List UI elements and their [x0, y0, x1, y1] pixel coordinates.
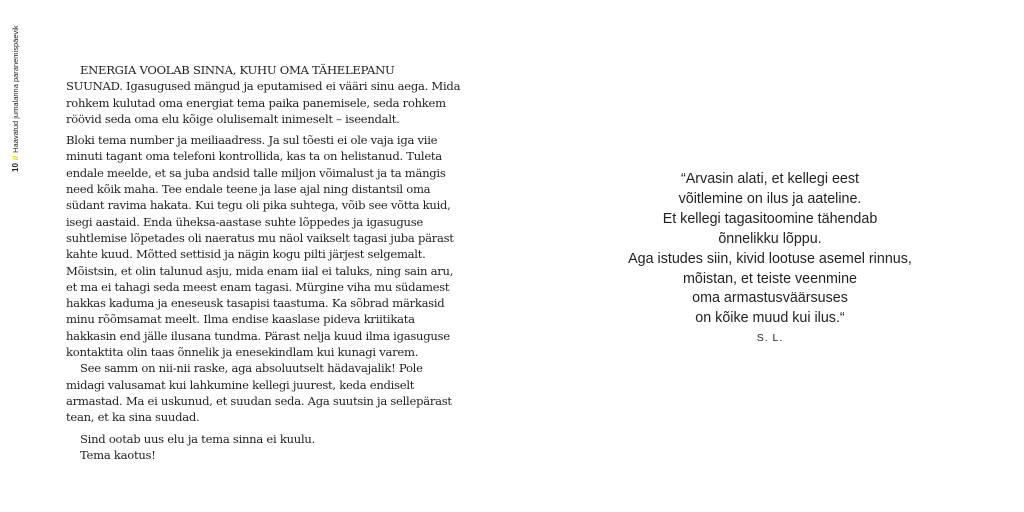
quote-line: õnnelikku lõppu.: [718, 230, 822, 247]
text-line: rohkem kulutad oma energiat tema paika panemisele, seda rohkem: [66, 95, 446, 110]
text-line: Sind ootab uus elu ja tema sinna ei kuulu.: [80, 431, 315, 446]
text-line: need kõik maha. Tee endale teene ja lase ajal ning distantsil oma: [66, 182, 431, 197]
text-line: minuti tagant oma telefoni kontrollida, kas ta on helistanud. Tuleta: [66, 149, 442, 164]
quote-line: võitlemine on ilus ja aateline.: [678, 190, 862, 207]
quote-line: mõistan, et teiste veenmine: [682, 270, 858, 287]
text-line: Mõistsin, et olin talunud asju, mida enam iial ei taluks, ning sain aru,: [66, 263, 454, 278]
text-line: SUUNAD. Igasugused mängud ja eputamised ei vääri sinu aega. Mida: [66, 79, 461, 94]
text-line: suhtlemise lõpetades oli naeratus mu näol vaikselt tagasi juba pärast: [66, 230, 454, 245]
text-line: südant ravima hakata. Kui tegu oli pika suhtega, võib see võtta kuid,: [66, 198, 451, 213]
text-line: röövid seda oma elu kõige olulisemalt inimeselt – iseendalt.: [66, 111, 400, 126]
paragraph-1: [66, 62, 461, 127]
pull-quote: [590, 170, 950, 329]
text-line: et ma ei tahagi seda meest enam tagasi. Mürgine viha mu südamest: [66, 279, 450, 294]
quote-line: Et kellegi tagasitoomine tähendab: [662, 210, 878, 227]
quote-author: S. L.: [756, 332, 784, 344]
quote-line: “Arvasin alati, et kellegi eest: [681, 171, 859, 187]
text-line: Tema kaotus!: [80, 447, 156, 462]
text-line: minu rõõmsamat meelt. Ilma endise kaaslase pideva kriitikata: [66, 312, 415, 327]
text-line: armastad. Ma ei uskunud, et suudan seda. Aga suutsin ja sellepärast: [66, 393, 452, 408]
paragraph-4: [66, 431, 456, 464]
running-head-separator: //: [11, 155, 20, 161]
text-line: See samm on nii-nii raske, aga absoluutselt hädavajalik! Pole: [80, 361, 423, 376]
quote-line: Aga istudes siin, kivid lootuse asemel rinnus,: [628, 250, 912, 267]
quote-line: oma armastusväärsuses: [692, 290, 848, 307]
running-head-title: Haavatud jumalanna paranemispäevik: [11, 25, 20, 153]
quote-line: on kõike muud kui ilus.“: [695, 310, 845, 327]
paragraph-2: [66, 132, 456, 360]
paragraph-3: [66, 360, 456, 425]
text-line: Bloki tema number ja meiliaadress. Ja sul tõesti ei ole vaja iga viie: [66, 133, 438, 148]
text-line: hakkas kaduma ja eneseusk tasapisi taastuma. Ka sõbrad märkasid: [66, 296, 445, 311]
text-line: isegi aastaid. Enda üheksa-aastase suhte lõppedes ja igasuguse: [66, 214, 423, 229]
running-head: [11, 25, 21, 172]
text-line: hakkasin end jälle ilusana tundma. Pärast nelja kuud ilma igasuguse: [66, 328, 450, 343]
text-line: kontaktita olin taas õnnelik ja enesekindlam kui kunagi varem.: [66, 345, 419, 360]
text-line: endale meelde, et sa juba andsid talle miljon võimalust ja ta mängis: [66, 165, 446, 180]
text-line: kahte kuud. Mõtted settisid ja nägin kogu pilti järjest selgemalt.: [66, 247, 426, 262]
text-line: midagi valusamat kui lahkumine kellegi juurest, keda endiselt: [66, 377, 415, 392]
body-text: [66, 62, 461, 463]
page-number: 10: [11, 163, 20, 172]
text-line: tean, et ka sina suudad.: [66, 410, 200, 425]
text-line: ENERGIA VOOLAB SINNA, KUHU OMA TÄHELEPANU: [80, 63, 395, 77]
